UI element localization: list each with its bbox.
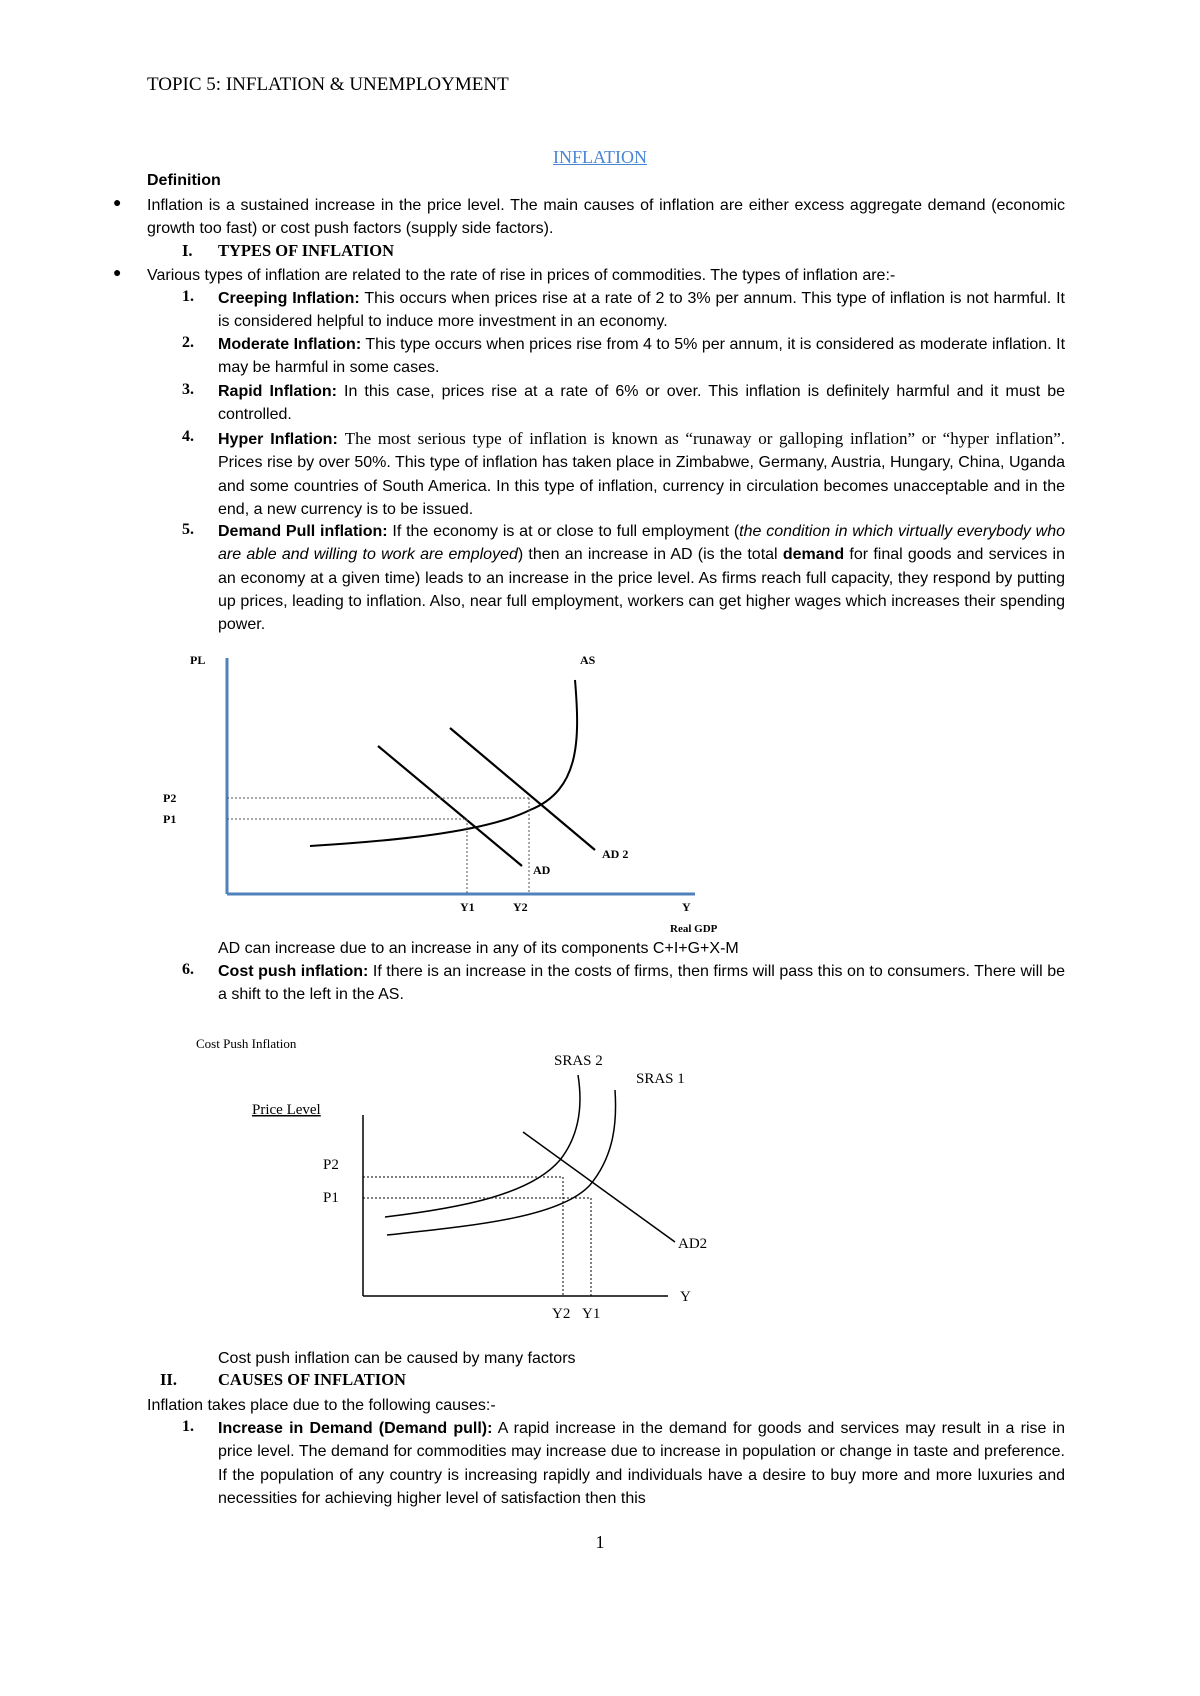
cost-push-number: 6.: [182, 961, 194, 978]
type-number: 4.: [182, 428, 194, 445]
cause-item-demand: Increase in Demand (Demand pull): A rapid increase in the demand for goods and services may result in a rise in price level. The demand for commodities may increase due to increase in population or change in taste and preference. If the population of any country is increasing rapidly and individuals have a desire to buy more and more luxuries and necessities for achieving higher level of satisfaction then this: [218, 1420, 1066, 1507]
causes-heading: CAUSES OF INFLATION: [218, 1370, 406, 1389]
x-axis-caption: Real GDP: [670, 923, 718, 935]
type-item-cost-push: Cost push inflation: If there is an increase in the costs of firms, then firms will pass this on to consumers. There will be a shift to the left in the AS.: [218, 963, 1066, 1004]
series-label-sras2: SRAS 2: [554, 1053, 603, 1069]
x-axis-label: Y: [680, 1289, 691, 1305]
y-axis-label: Price Level: [252, 1102, 321, 1118]
sras1-curve: [387, 1090, 616, 1235]
causes-intro: Inflation takes place due to the following causes:-: [147, 1397, 496, 1414]
type-item-demand-pull: Demand Pull inflation: If the economy is at or close to full employment (the condition in which virtually everybody who are able and willing to work are employed) then an increase in AD (is the total demand for final goods and services in an economy at a given time) leads to an increase in the price level. As firms reach full capacity, they respond by putting up prices, leading to inflation. Also, near full employment, workers can get higher wages which increases their spending power.: [218, 523, 1066, 634]
cause-number: 1.: [182, 1418, 194, 1435]
xtick-y2: Y2: [513, 900, 528, 914]
ad-line: [378, 746, 522, 866]
bullet: ●: [113, 196, 122, 211]
ytick-p1: P1: [323, 1190, 339, 1206]
types-intro: Various types of inflation are related to the rate of rise in prices of commodities. The types of inflation are:-: [147, 267, 896, 284]
chart-title: Cost Push Inflation: [196, 1036, 297, 1051]
cost-push-chart: [190, 1030, 740, 1330]
series-label-ad2: AD2: [678, 1236, 708, 1252]
ad2-line: [523, 1132, 675, 1242]
as-curve: [310, 680, 577, 846]
y-axis-label: PL: [190, 653, 206, 667]
ad-note: AD can increase due to an increase in any of its components C+I+G+X-M: [218, 940, 739, 957]
types-heading: TYPES OF INFLATION: [218, 241, 395, 260]
causes-number: II.: [160, 1370, 177, 1389]
type-number: 1.: [182, 288, 194, 305]
type-number: 3.: [182, 381, 194, 398]
ytick-p1: P1: [163, 812, 177, 826]
type-number: 2.: [182, 334, 194, 351]
ytick-p2: P2: [323, 1157, 339, 1173]
page-number: 1: [595, 1532, 605, 1552]
series-label-sras1: SRAS 1: [636, 1071, 685, 1087]
definition-label: Definition: [147, 172, 221, 189]
bullet: ●: [113, 266, 122, 281]
series-label-ad2: AD 2: [602, 847, 629, 861]
ad2-line: [450, 728, 595, 850]
xtick-y1: Y1: [582, 1306, 601, 1322]
section-heading-inflation: INFLATION: [553, 147, 647, 167]
ytick-p2: P2: [163, 791, 177, 805]
type-item-creeping: Creeping Inflation: This occurs when prices rise at a rate of 2 to 3% per annum. This type of inflation is not harmful. It is considered helpful to induce more investment in an economy.: [218, 290, 1066, 331]
xtick-y1: Y1: [460, 900, 475, 914]
sras2-curve: [385, 1075, 580, 1217]
definition-text: Inflation is a sustained increase in the price level. The main causes of inflation are either excess aggregate demand (economic growth too fast) or cost push factors (supply side factors).: [147, 197, 1065, 238]
xtick-y2: Y2: [552, 1306, 571, 1322]
series-label-ad: AD: [533, 863, 551, 877]
types-number: I.: [182, 241, 193, 260]
type-item-hyper: Hyper Inflation: The most serious type of inflation is known as “runaway or galloping inflation” or “hyper inflation”. Prices rise by over 50%. This type of inflation has taken place in Zimbabwe, Germany, Austria, Hungary, China, Uganda and some countries of South America. In this type of inflation, currency in circulation becomes unacceptable and in the end, a new currency is to be issued.: [218, 429, 1066, 518]
series-label-as: AS: [580, 653, 596, 667]
demand-pull-chart: [150, 640, 760, 940]
document-title: TOPIC 5: INFLATION & UNEMPLOYMENT: [147, 74, 509, 95]
type-item-moderate: Moderate Inflation: This type occurs when prices rise from 4 to 5% per annum, it is considered as moderate inflation. It may be harmful in some cases.: [218, 336, 1066, 377]
type-item-rapid: Rapid Inflation: In this case, prices rise at a rate of 6% or over. This inflation is definitely harmful and it must be controlled.: [218, 383, 1065, 424]
x-axis-label: Y: [682, 900, 691, 914]
cost-push-note: Cost push inflation can be caused by many factors: [218, 1350, 576, 1367]
type-number: 5.: [182, 521, 194, 538]
